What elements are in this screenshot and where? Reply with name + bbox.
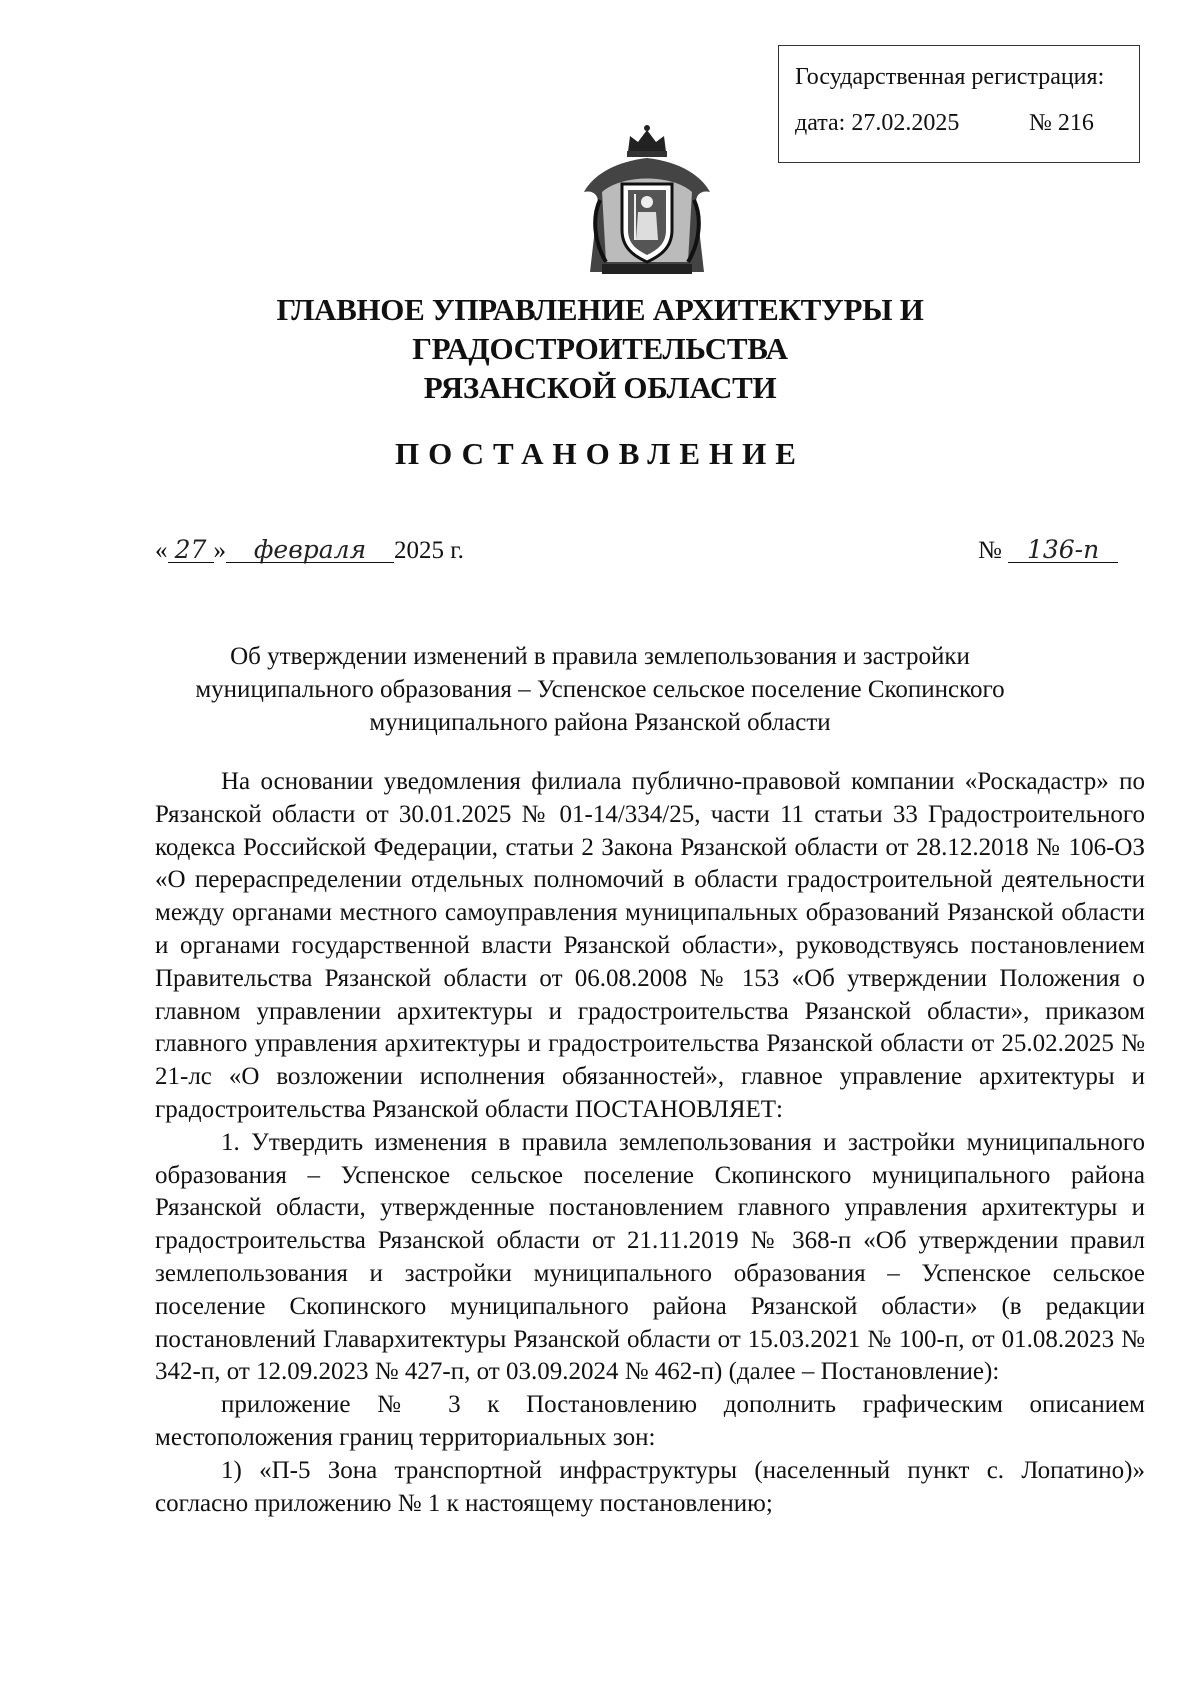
registration-stamp xyxy=(778,45,1140,163)
date-close-quote: » xyxy=(213,537,226,564)
organization-header xyxy=(100,290,1100,407)
coat-of-arms-icon xyxy=(572,122,722,280)
number-value: 136-п xyxy=(1008,538,1118,563)
registration-title: Государственная регистрация: xyxy=(795,64,1105,90)
registration-date: дата: 27.02.2025 xyxy=(795,110,960,136)
date-year: 2025 г. xyxy=(394,537,464,564)
header-line-2: РЯЗАНСКОЙ ОБЛАСТИ xyxy=(423,370,777,405)
document-type: ПОСТАНОВЛЕНИЕ xyxy=(395,436,805,471)
date-day: 27 xyxy=(168,538,214,563)
paragraph-preamble: На основании уведомления филиала публично-правовой компании «Роскадастр» по Рязанской области от 30.01.2025 № 01-14/334/25, части 11 статьи 33 Градостроительного кодекса Российской Федерации, статьи 2 Закона Рязанской области от 28.12.2018 № 106-ОЗ «О перераспределении отдельных полномочий в области градостроительной деятельности между органами местного самоуправления муниципальных образований Рязанской области и органами государственной власти Рязанской области», руководствуясь постановлением Правительства Рязанской области от 06.08.2008 № 153 «Об утверждении Положения о главном управлении архитектуры и градостроительства Рязанской области», приказом главного управления архитектуры и градостроительства Рязанской области от 25.02.2025 № 21-лс «О возложении исполнения обязанностей», главное управление архитектуры и градостроительства Рязанской области ПОСТАНОВЛЯЕТ: xyxy=(155,768,1145,1123)
subject-line-3: муниципального района Рязанской области xyxy=(369,709,831,736)
date-open-quote: « xyxy=(155,537,168,564)
date-month: февраля xyxy=(226,538,394,563)
paragraph-subitem-1: 1) «П-5 Зона транспортной инфраструктуры (населенный пункт с. Лопатино)» согласно приложению № 1 к настоящему постановлению; xyxy=(155,1456,1145,1517)
document-number xyxy=(978,537,1118,565)
registration-number: № 216 xyxy=(1029,110,1094,136)
number-label: № xyxy=(978,537,1002,564)
paragraph-item-1: 1. Утвердить изменения в правила землепользования и застройки муниципального образования – Успенское сельское поселение Скопинского муниципального района Рязанской области, утвержденные постановлением главного управления архитектуры и градостроительства Рязанской области от 21.11.2019 № 368-п «Об утверждении правил землепользования и застройки муниципального образования – Успенское сельское поселение Скопинского муниципального района Рязанской области» (в редакции постановлений Главархитектуры Рязанской области от 15.03.2021 № 100-п, от 01.08.2023 № 342-п, от 12.09.2023 № 427-п, от 03.09.2024 № 462-п) (далее – Постановление): xyxy=(155,1128,1145,1386)
document-date xyxy=(155,537,464,565)
header-line-1: ГЛАВНОЕ УПРАВЛЕНИЕ АРХИТЕКТУРЫ И ГРАДОСТРОИТЕЛЬСТВА xyxy=(276,292,924,366)
document-subject xyxy=(120,640,1080,739)
subject-line-2: муниципального образования – Успенское сельское поселение Скопинского xyxy=(195,676,1005,703)
subject-line-1: Об утверждении изменений в правила землепользования и застройки xyxy=(230,643,970,670)
paragraph-appendix: приложение № 3 к Постановлению дополнить графическим описанием местоположения границ территориальных зон: xyxy=(155,1391,1145,1451)
document-body xyxy=(155,766,1145,1520)
